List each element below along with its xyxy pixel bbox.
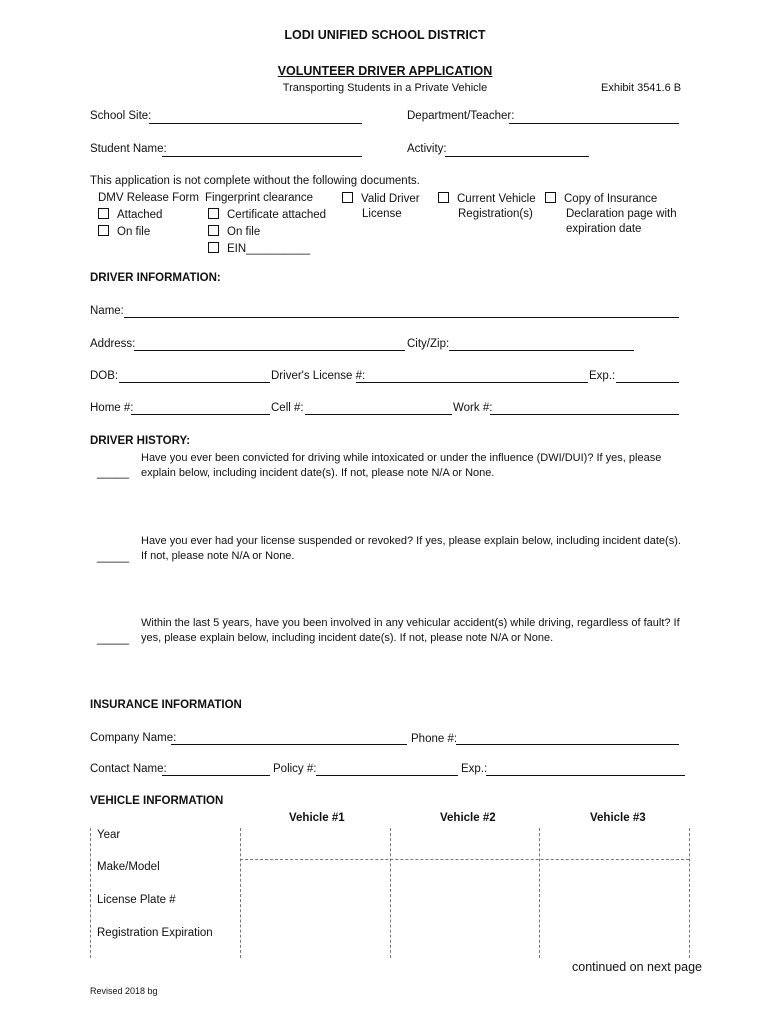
vehicle-2-header: Vehicle #2	[440, 812, 496, 824]
cell-phone-field[interactable]	[305, 414, 452, 415]
dob-field[interactable]	[119, 382, 270, 383]
dui-answer-blank[interactable]: _____	[97, 467, 129, 479]
fingerprint-on-file-option[interactable]: On file	[208, 225, 260, 238]
insurance-phone-field[interactable]	[456, 744, 679, 745]
district-name: LODI UNIFIED SCHOOL DISTRICT	[284, 28, 486, 42]
suspension-answer-blank[interactable]: _____	[97, 551, 129, 563]
valid-license-option[interactable]: Valid Driver	[342, 192, 420, 205]
company-name-field[interactable]	[171, 744, 407, 745]
license-number-field[interactable]	[356, 382, 588, 383]
driver-info-heading: DRIVER INFORMATION:	[90, 272, 221, 284]
school-site-label: School Site:	[90, 110, 152, 122]
suspension-question: Have you ever had your license suspended or revoked? If yes, please explain below, including incident date(s). If not, please note N/A or None.	[141, 535, 681, 562]
city-zip-field[interactable]	[449, 350, 634, 351]
insurance-copy-option[interactable]: Copy of Insurance	[545, 192, 657, 205]
insurance-heading: INSURANCE INFORMATION	[90, 699, 242, 711]
cell-phone-label: Cell #:	[271, 402, 304, 414]
form-subtitle: Transporting Students in a Private Vehicle	[282, 82, 488, 94]
license-exp-field[interactable]	[616, 382, 679, 383]
continued-note: continued on next page	[572, 960, 702, 974]
license-exp-label: Exp.:	[589, 370, 616, 382]
department-field[interactable]	[509, 123, 679, 124]
checkbox-icon[interactable]	[98, 208, 109, 219]
accident-question: Within the last 5 years, have you been involved in any vehicular accident(s) while driving, regardless of fault? If yes, please explain below, including incident date(s). If not, please note N/A or None.	[141, 617, 680, 644]
checkbox-icon[interactable]	[208, 242, 219, 253]
policy-number-field[interactable]	[316, 775, 458, 776]
vehicle-registration-option[interactable]: Current Vehicle	[438, 192, 536, 205]
policy-number-label: Policy #:	[273, 763, 317, 775]
vehicle-table-border	[689, 828, 690, 958]
work-phone-field[interactable]	[490, 414, 679, 415]
documents-intro: This application is not complete without the following documents.	[90, 175, 420, 187]
address-field[interactable]	[134, 350, 405, 351]
student-name-label: Student Name:	[90, 143, 167, 155]
company-name-label: Company Name:	[90, 732, 177, 744]
vehicle-table-divider	[390, 828, 391, 958]
insurance-exp-label: Exp.:	[461, 763, 488, 775]
activity-field[interactable]	[445, 156, 589, 157]
valid-license-label-2: License	[362, 208, 402, 220]
work-phone-label: Work #:	[453, 402, 493, 414]
driver-history-heading: DRIVER HISTORY:	[90, 435, 191, 447]
vehicle-row-make-model: Make/Model	[97, 861, 160, 873]
contact-name-label: Contact Name:	[90, 763, 167, 775]
dob-label: DOB:	[90, 370, 119, 382]
checkbox-icon[interactable]	[342, 192, 353, 203]
contact-name-field[interactable]	[162, 775, 270, 776]
address-label: Address:	[90, 338, 136, 350]
dmv-attached-option[interactable]: Attached	[98, 208, 162, 221]
fingerprint-heading: Fingerprint clearance	[205, 192, 314, 204]
school-site-field[interactable]	[149, 123, 362, 124]
fingerprint-ein-option[interactable]: EIN__________	[208, 242, 310, 255]
vehicle-table-border	[90, 828, 91, 958]
checkbox-icon[interactable]	[208, 225, 219, 236]
checkbox-icon[interactable]	[98, 225, 109, 236]
vehicle-registration-label-2: Registration(s)	[458, 208, 533, 220]
vehicle-1-header: Vehicle #1	[289, 812, 345, 824]
vehicle-row-year: Year	[97, 829, 121, 841]
student-name-field[interactable]	[162, 156, 362, 157]
checkbox-icon[interactable]	[545, 192, 556, 203]
driver-name-label: Name:	[90, 305, 124, 317]
license-number-label: Driver's License #:	[271, 370, 366, 382]
department-label: Department/Teacher:	[407, 110, 515, 122]
insurance-copy-label-2: Declaration page with	[566, 208, 677, 220]
home-phone-label: Home #:	[90, 402, 134, 414]
vehicle-3-header: Vehicle #3	[590, 812, 646, 824]
vehicle-table-divider	[539, 828, 540, 958]
city-zip-label: City/Zip:	[407, 338, 450, 350]
form-title: VOLUNTEER DRIVER APPLICATION	[277, 64, 493, 78]
dmv-on-file-option[interactable]: On file	[98, 225, 150, 238]
vehicle-info-heading: VEHICLE INFORMATION	[90, 795, 224, 807]
accident-answer-blank[interactable]: _____	[97, 633, 129, 645]
fingerprint-certificate-option[interactable]: Certificate attached	[208, 208, 326, 221]
dui-question: Have you ever been convicted for driving while intoxicated or under the influence (DWI/DUI)? If yes, please explain below, including incident date(s). If not, please note N/A or None.	[141, 452, 662, 479]
insurance-copy-label-3: expiration date	[566, 223, 642, 235]
revision-note: Revised 2018 bg	[90, 986, 158, 996]
exhibit-label: Exhibit 3541.6 B	[601, 82, 682, 94]
insurance-exp-field[interactable]	[486, 775, 685, 776]
checkbox-icon[interactable]	[208, 208, 219, 219]
driver-name-field[interactable]	[124, 317, 679, 318]
vehicle-table-row-divider	[240, 859, 689, 860]
home-phone-field[interactable]	[131, 414, 270, 415]
vehicle-table-divider	[240, 828, 241, 958]
insurance-phone-label: Phone #:	[411, 733, 458, 745]
vehicle-row-registration-exp: Registration Expiration	[97, 927, 213, 939]
dmv-release-heading: DMV Release Form	[98, 192, 199, 204]
activity-label: Activity:	[407, 143, 447, 155]
checkbox-icon[interactable]	[438, 192, 449, 203]
vehicle-row-license-plate: License Plate #	[97, 894, 176, 906]
